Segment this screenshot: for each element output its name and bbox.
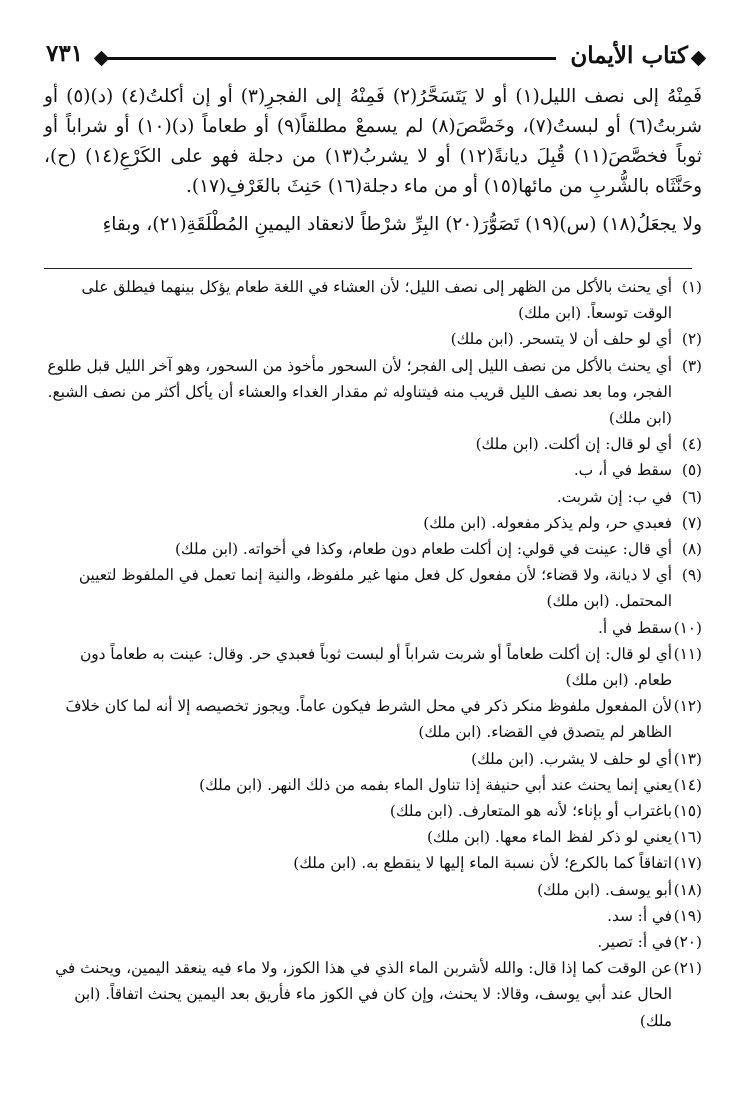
footnote [40, 353, 702, 432]
footnote [40, 772, 702, 798]
footnote-number: (١٨) [673, 880, 702, 899]
footnote-number: (٢) [681, 330, 702, 349]
footnote [40, 326, 702, 352]
footnote-text: باغتراب أو بإناء؛ لأنه هو المتعارف. (ابن ملك) [389, 802, 672, 821]
main-text [44, 82, 702, 248]
footnote-number: (٦) [681, 487, 702, 506]
footnote-text: اتفاقاً كما بالكرع؛ لأن نسبة الماء إليها لا ينقطع به. (ابن ملك) [293, 854, 672, 873]
footnote-text: أي لو حلف أن لا يتسحر. (ابن ملك) [450, 330, 672, 349]
header-diamond-ornament [94, 51, 110, 67]
footnote-text: في أ: سد. [607, 906, 672, 925]
footnote-number: (٤) [681, 435, 702, 454]
footnote [40, 431, 702, 457]
footnote-number: (٥) [681, 461, 702, 480]
page-number: ٧٣١ [46, 40, 84, 67]
footnote [40, 746, 702, 772]
footnote [40, 850, 702, 876]
footnote-number: (٢٠) [673, 933, 702, 952]
footnote-text: أي لو قال: إن أكلت. (ابن ملك) [475, 435, 672, 454]
footnote-text: أي لا ديانة، ولا قضاء؛ لأن مفعول كل فعل منها غير ملفوظ، والنية إنما تعمل في الملفوظ لتعيين المحتمل. (ابن ملك) [78, 566, 672, 611]
footnote [40, 562, 702, 614]
footnote-number: (٨) [681, 540, 702, 559]
footnote-text: يعني إنما يحنث عند أبي حنيفة إذا تناول الماء بفمه من ذلك النهر. (ابن ملك) [199, 775, 672, 794]
footnote-number: (٣) [681, 356, 702, 375]
footnote-text: أي يحنث بالأكل من الظهر إلى نصف الليل؛ لأن العشاء في اللغة طعام يؤكل بينهما فيطلق على الوقت توسعاً. (ابن ملك) [81, 278, 672, 323]
footnote-text: سقط في أ، ب. [573, 461, 672, 480]
footnote [40, 955, 702, 1034]
footnote [40, 798, 702, 824]
footnote-text: في ب: إن شربت. [556, 487, 672, 506]
footnote-number: (١) [681, 278, 702, 296]
footnote [40, 274, 702, 326]
footnote-number: (١٣) [673, 749, 702, 768]
footnote-number: (١٧) [673, 854, 702, 873]
footnote-number: (١٥) [673, 802, 702, 821]
main-paragraph: ولا يجعَلُ(١٨) (س)(١٩) تَصَوُّرَ(٢٠) البِرِّ شرْطاً لانعقاد اليمينِ المُطْلَقَةِ(٢١)، وبقاءِ [102, 214, 702, 235]
footnote-text: أبو يوسف. (ابن ملك) [537, 880, 672, 899]
running-header [44, 40, 706, 74]
header-rule [108, 57, 556, 60]
footnote-text: سقط في أ. [598, 618, 672, 637]
footnote-text: أي لو حلف لا يشرب. (ابن ملك) [471, 749, 672, 768]
footnote-number: (١٦) [673, 828, 702, 847]
footnote-number: (٢١) [673, 959, 702, 978]
footnote-text: فعبدي حر، ولم يذكر مفعوله. (ابن ملك) [423, 513, 672, 532]
footnote-text: في أ: تصير. [597, 933, 672, 952]
footnote [40, 615, 702, 641]
footnote-text: أي يحنث بالأكل من نصف الليل إلى الفجر؛ لأن السحور مأخوذ من السحور، وهو آخر الليل قبل طلوع الفجر، وما بعد نصف الليل قريب منه فيتناوله ثم مقدار الغداء والعشاء أن يأكل أكثر من نصف الشبع. (ابن ملك) [47, 356, 672, 428]
footnote-text: أي لو قال: إن أكلت طعاماً أو شربت شراباً أو لبست ثوباً فعبدي حر. وقال: عينت به طعاماً دون طعام. (ابن ملك) [79, 644, 672, 690]
footnote [40, 929, 702, 955]
footnote-number: (٧) [681, 513, 702, 532]
footnote [40, 877, 702, 903]
footnote-number: (١٩) [673, 906, 702, 925]
footnote [40, 536, 702, 562]
footnote-number: (١٠) [673, 618, 702, 637]
footnote-text: يعني لو ذكر لفظ الماء معها. (ابن ملك) [426, 828, 672, 847]
footnote-number: (١٢) [673, 697, 702, 716]
footnote-number: (١٤) [673, 775, 702, 794]
footnote [40, 824, 702, 850]
footnote-number: (٩) [681, 566, 702, 585]
footnote [40, 484, 702, 510]
footnote-text: عن الوقت كما إذا قال: والله لأشربن الماء الذي في هذا الكوز، ولا ماء فيه ينعقد اليمين، ويحنث في الحال عند أبي يوسف، وقالا: لا يحنث، وإن كان في الكوز ماء فأريق بعد اليمين يحنث اتفاقاً. (ابن ملك) [55, 959, 672, 1030]
footnote-text: أي قال: عينت في قولي: إن أكلت طعام دون طعام، وكذا في أخواته. (ابن ملك) [174, 540, 672, 559]
main-paragraph: فَمِنْهُ إلى نصف الليل(١) أو لا يَتَسَحَّرُ(٢) فَمِنْهُ إلى الفجرِ(٣) أو إن أكلتُ(٤) (د)(٥) أو شربتُ(٦) أو لبستُ(٧)، وخَصَّصَ(٨) لم يسمعْ مطلقاً(٩) أو طعاماً (د)(١٠) أو شراباً أو ثوباً فخصَّصَ(١١) قُبِلَ ديانةً(١٢) أو لا يشربُ(١٣) من دجلة فهو على الكَرْعِ(١٤) (ح)، وحَنَّثَاه بالشُّربِ من مائها(١٥) أو من ماء دجلة(١٦) حَنِثَ بالغَرْفِ(١٧). [44, 86, 702, 197]
footnote-number: (١١) [673, 644, 702, 663]
footnote [40, 903, 702, 929]
footnote-separator [44, 268, 692, 269]
header-diamond-ornament [691, 51, 707, 67]
footnote [40, 510, 702, 536]
footnote [40, 457, 702, 483]
footnote [40, 641, 702, 693]
footnotes [40, 274, 702, 1034]
footnote [40, 693, 702, 745]
footnote-text: لأن المفعول ملفوظ منكر ذكر في محل الشرط فيكون عاماً. ويجوز تخصيصه إلا أنه لما كان خلافَ الظاهر لم يتصدق في القضاء. (ابن ملك) [65, 697, 672, 742]
chapter-title: كتاب الأيمان [570, 42, 688, 69]
